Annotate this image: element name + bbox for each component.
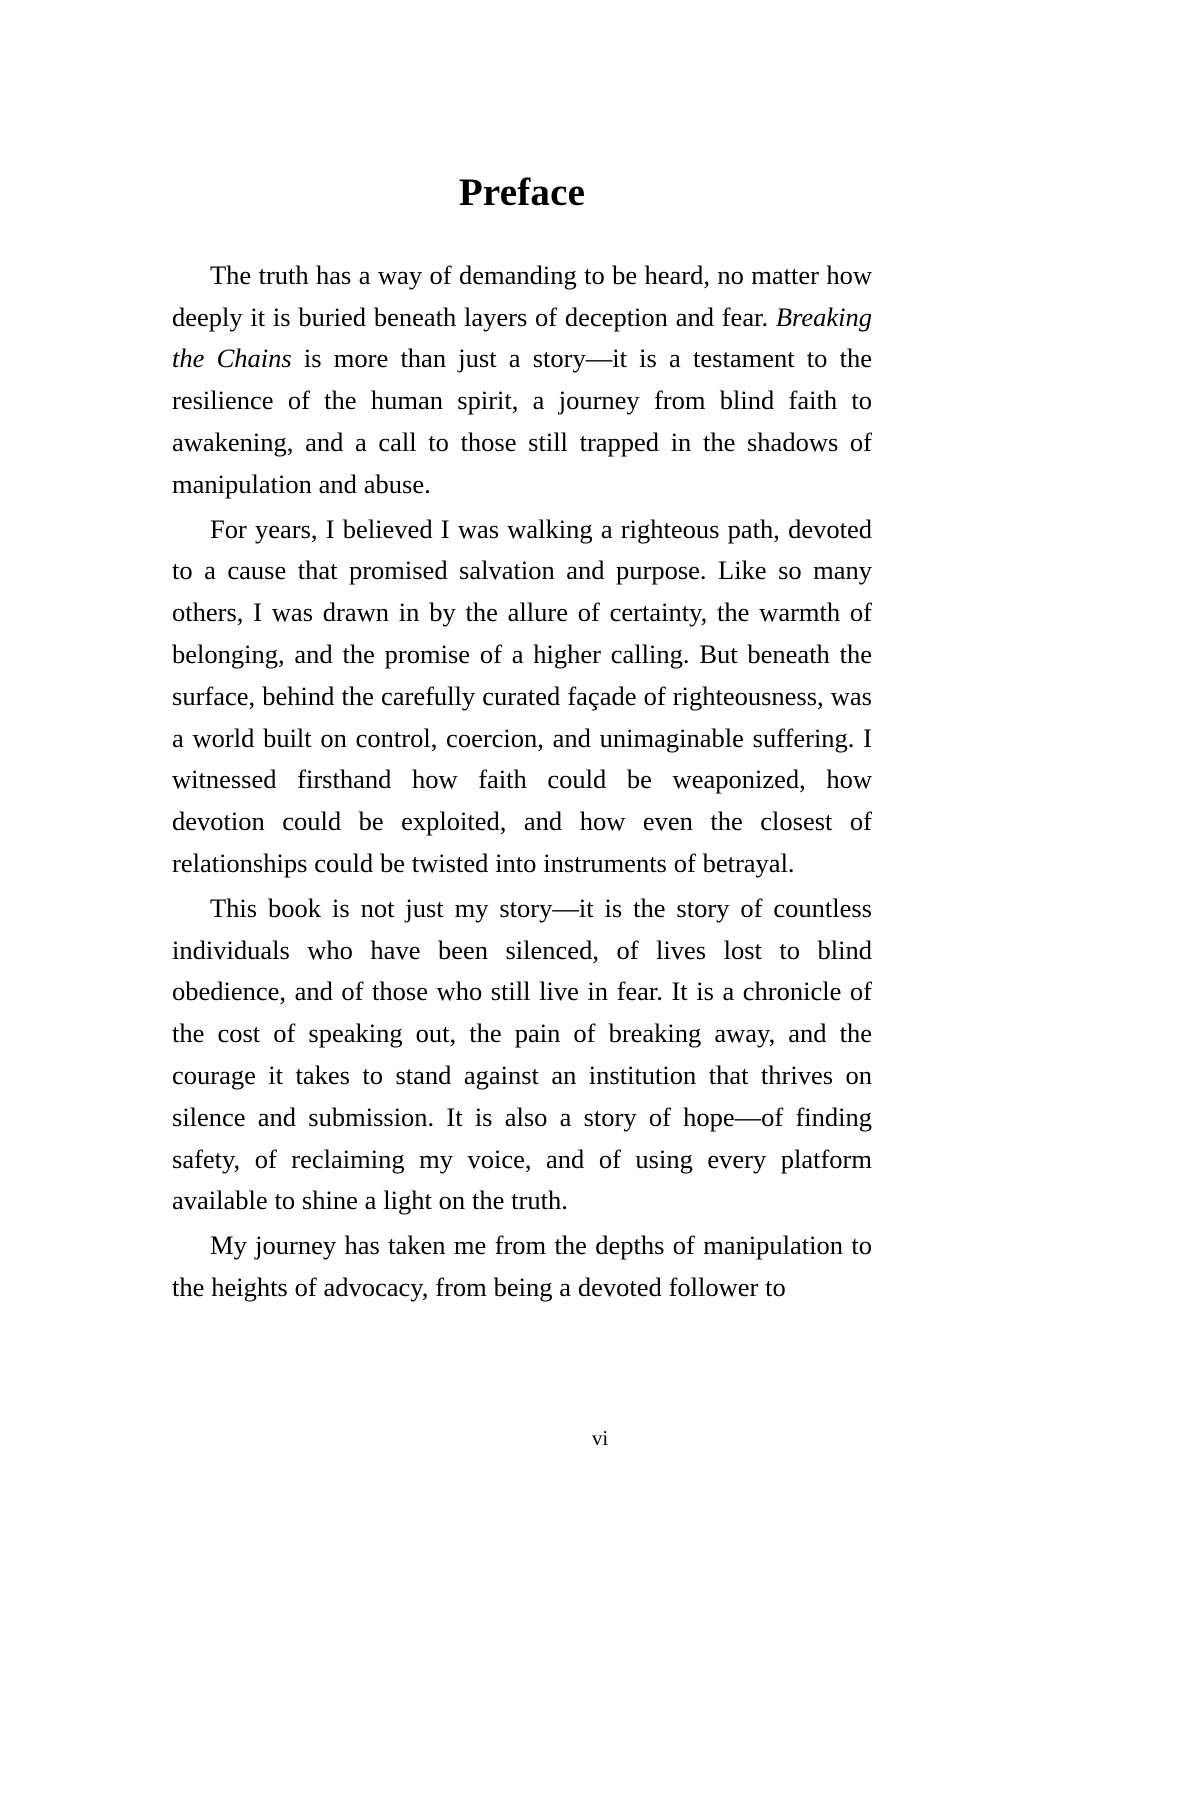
paragraph-4 [172,1225,872,1309]
page-content [172,0,872,1309]
paragraph-3 [172,888,872,1222]
paragraph-1-segment-3: is more than just a story—it is a testament to the resilience of the human spirit, a journey from blind faith to awakening, and a call to those still trapped in the shadows of manipulation and abuse. [172,343,872,499]
paragraph-3-segment-1: This book is not just my story—it is the story of countless individuals who have been silenced, of lives lost to blind obedience, and of those who still live in fear. It is a chronicle of the cost of speaking out, the pain of breaking away, and the courage it takes to stand against an institution that thrives on silence and submission. It is also a story of hope—of finding safety, of reclaiming my voice, and of using every platform available to shine a light on the truth. [172,892,872,1216]
paragraph-1 [172,255,872,506]
paragraph-2-segment-1: For years, I believed I was walking a righteous path, devoted to a cause that promised salvation and purpose. Like so many others, I was drawn in by the allure of certainty, the warmth of belonging, and the promise of a higher calling. But beneath the surface, behind the carefully curated façade of righteousness, was a world built on control, coercion, and unimaginable suffering. I witnessed firsthand how faith could be weaponized, how devotion could be exploited, and how even the closest of relationships could be twisted into instruments of betrayal. [172,513,872,879]
page-number-folio: vi [591,1426,609,1450]
book-title-italic: Breaking the Chains [172,301,872,374]
body-text [172,255,872,1309]
paragraph-2 [172,509,872,885]
page-title: Preface [458,171,586,214]
paragraph-4-segment-1: My journey has taken me from the depths of manipulation to the heights of advocacy, from being a devoted follower to [172,1230,872,1303]
paragraph-1-segment-1: The truth has a way of demanding to be heard, no matter how deeply it is buried beneath layers of deception and fear. [172,259,872,332]
